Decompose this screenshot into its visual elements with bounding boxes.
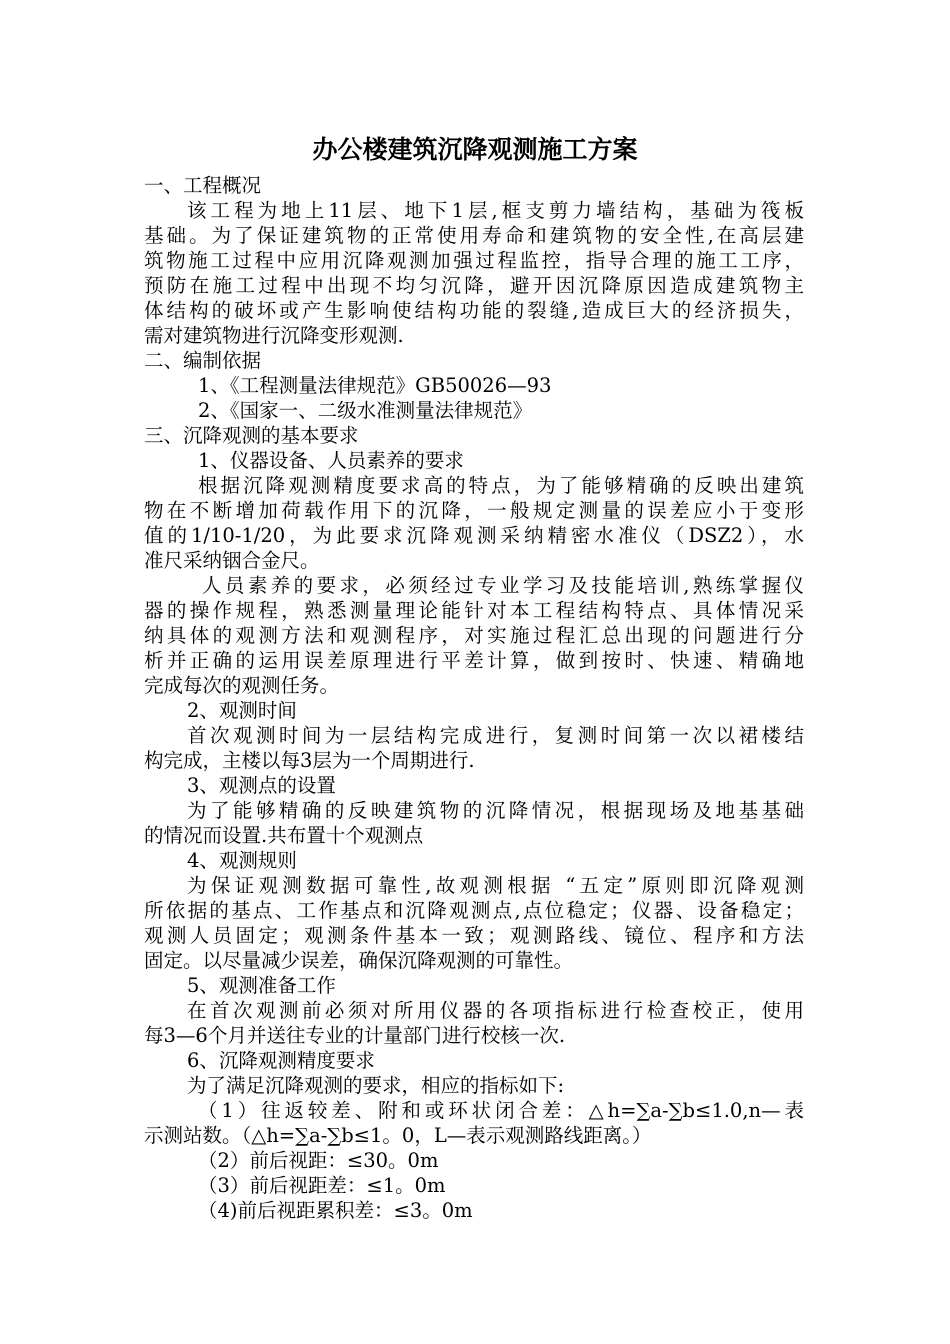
section-heading: 三、沉降观测的基本要求 bbox=[144, 424, 359, 447]
paragraph-line: 根据沉降观测精度要求高的特点，为了能够精确的反映出建筑 bbox=[198, 474, 804, 497]
paragraph-line: 该工程为地上11层、地下1层,框支剪力墙结构，基础为筏板 bbox=[187, 199, 804, 222]
reference-item: 2、《国家一、二级水准测量法律规范》 bbox=[198, 399, 533, 422]
document-title: 办公楼建筑沉降观测施工方案 bbox=[312, 135, 638, 164]
subsection-heading: 1、仪器设备、人员素养的要求 bbox=[198, 449, 464, 472]
paragraph-line: 固定。以尽量减少误差，确保沉降观测的可靠性。 bbox=[144, 949, 574, 972]
requirement-item: （2）前后视距：≤30。0m bbox=[198, 1149, 439, 1172]
paragraph-line: 物在不断增加荷载作用下的沉降，一般规定测量的误差应小于变形 bbox=[144, 499, 804, 522]
paragraph-line: 完成每次的观测任务。 bbox=[144, 674, 340, 697]
paragraph-line: 基础。为了保证建筑物的正常使用寿命和建筑物的安全性,在高层建 bbox=[144, 224, 804, 247]
paragraph-line: 纳具体的观测方法和观测程序，对实施过程汇总出现的问题进行分 bbox=[144, 624, 804, 647]
section-heading: 一、工程概况 bbox=[144, 174, 262, 197]
paragraph-line: 筑物施工过程中应用沉降观测加强过程监控，指导合理的施工工序， bbox=[144, 249, 804, 272]
paragraph-line: 器的操作规程，熟悉测量理论能针对本工程结构特点、具体情况采 bbox=[144, 599, 804, 622]
requirement-item: （1）往返较差、附和或环状闭合差：△h=∑a-∑b≤1.0,n—表 bbox=[198, 1099, 804, 1122]
reference-item: 1、《工程测量法律规范》GB50026—93 bbox=[198, 374, 552, 397]
paragraph-line: 观测人员固定；观测条件基本一致；观测路线、镜位、程序和方法 bbox=[144, 924, 804, 947]
requirement-item: 示测站数。（△h=∑a-∑b≤1。0，L—表示观测路线距离。） bbox=[144, 1124, 652, 1147]
paragraph-line: 为了能够精确的反映建筑物的沉降情况，根据现场及地基基础 bbox=[187, 799, 804, 822]
subsection-heading: 5、观测准备工作 bbox=[187, 974, 336, 997]
paragraph-line: 首次观测时间为一层结构完成进行，复测时间第一次以裙楼结 bbox=[187, 724, 804, 747]
section-heading: 二、编制依据 bbox=[144, 349, 262, 372]
paragraph-line: 需对建筑物进行沉降变形观测. bbox=[144, 324, 404, 347]
requirement-item: （3）前后视距差：≤1。0m bbox=[198, 1174, 446, 1197]
subsection-heading: 3、观测点的设置 bbox=[187, 774, 336, 797]
paragraph-line: 的情况而设置.共布置十个观测点 bbox=[144, 824, 424, 847]
paragraph-line: 所依据的基点、工作基点和沉降观测点,点位稳定；仪器、设备稳定； bbox=[144, 899, 804, 922]
subsection-heading: 4、观测规则 bbox=[187, 849, 297, 872]
paragraph-line: 准尺采纳铟合金尺。 bbox=[144, 549, 320, 572]
paragraph-line: 在首次观测前必须对所用仪器的各项指标进行检查校正，使用 bbox=[187, 999, 804, 1022]
subsection-heading: 2、观测时间 bbox=[187, 699, 297, 722]
paragraph-line: 为了满足沉降观测的要求，相应的指标如下: bbox=[187, 1074, 565, 1097]
paragraph-line: 预防在施工过程中出现不均匀沉降，避开因沉降原因造成建筑物主 bbox=[144, 274, 804, 297]
paragraph-line: 每3—6个月并送往专业的计量部门进行校核一次. bbox=[144, 1024, 566, 1047]
paragraph-line: 人员素养的要求，必须经过专业学习及技能培训,熟练掌握仪 bbox=[202, 574, 804, 597]
subsection-heading: 6、沉降观测精度要求 bbox=[187, 1049, 375, 1072]
paragraph-line: 析并正确的运用误差原理进行平差计算，做到按时、快速、精确地 bbox=[144, 649, 804, 672]
requirement-item: （4)前后视距累积差：≤3。0m bbox=[198, 1199, 473, 1222]
paragraph-line: 构完成，主楼以每3层为一个周期进行. bbox=[144, 749, 475, 772]
paragraph-line: 为保证观测数据可靠性,故观测根据 “五定”原则即沉降观测 bbox=[187, 874, 804, 897]
paragraph-line: 体结构的破坏或产生影响使结构功能的裂缝,造成巨大的经济损失， bbox=[144, 299, 804, 322]
paragraph-line: 值的1/10-1/20，为此要求沉降观测采纳精密水准仪（DSZ2），水 bbox=[144, 524, 804, 547]
